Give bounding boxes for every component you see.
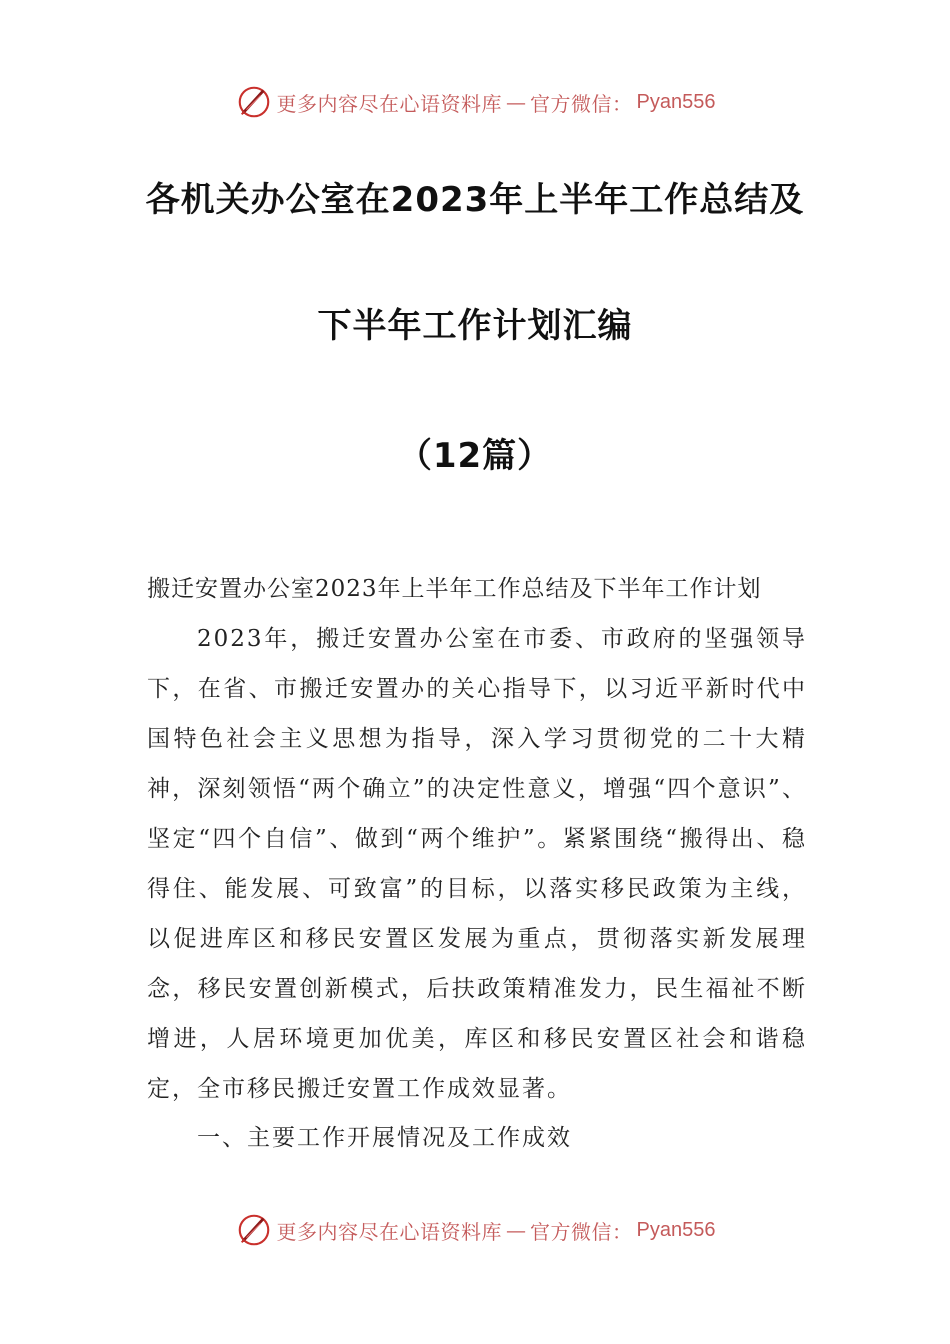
- pen-logo-icon: [235, 83, 273, 121]
- banner-label: 官方微信：: [530, 91, 633, 116]
- banner-wechat-id: Pyan556: [636, 1218, 716, 1241]
- footer-banner: [0, 1210, 950, 1250]
- header-banner: [0, 82, 950, 122]
- article-subtitle: 搬迁安置办公室2023年上半年工作总结及下半年工作计划: [147, 576, 762, 602]
- banner-separator: —: [506, 90, 527, 114]
- article-paragraph: 2023年，搬迁安置办公室在市委、市政府的坚强领导下，在省、市搬迁安置办的关心指导下，以习近平新时代中国特色社会主义思想为指导，深入学习贯彻党的二十大精神，深刻领悟“两个确立”的决定性意义，增强“四个意识”、坚定“四个自信”、做到“两个维护”。紧紧围绕“搬得出、稳得住、能发展、可致富”的目标，以落实移民政策为主线，以促进库区和移民安置区发展为重点，贯彻落实新发展理念，移民安置创新模式，后扶政策精准发力，民生福祉不断增进，人居环境更加优美，库区和移民安置区社会和谐稳定，全市移民搬迁安置工作成效显著。: [147, 626, 807, 1102]
- document-title-line-1: 各机关办公室在2023年上半年工作总结及: [145, 180, 805, 220]
- banner-text: 更多内容尽在心语资料库: [276, 1219, 503, 1244]
- banner-separator: —: [506, 1218, 527, 1242]
- pen-logo-icon: [235, 1211, 273, 1249]
- section-heading: 一、主要工作开展情况及工作成效: [197, 1125, 572, 1151]
- document-title-count: （12篇）: [397, 436, 553, 476]
- banner-text: 更多内容尽在心语资料库: [276, 91, 503, 116]
- document-title-line-2: 下半年工作计划汇编: [317, 306, 633, 346]
- banner-wechat-id: Pyan556: [636, 90, 716, 113]
- banner-label: 官方微信：: [530, 1219, 633, 1244]
